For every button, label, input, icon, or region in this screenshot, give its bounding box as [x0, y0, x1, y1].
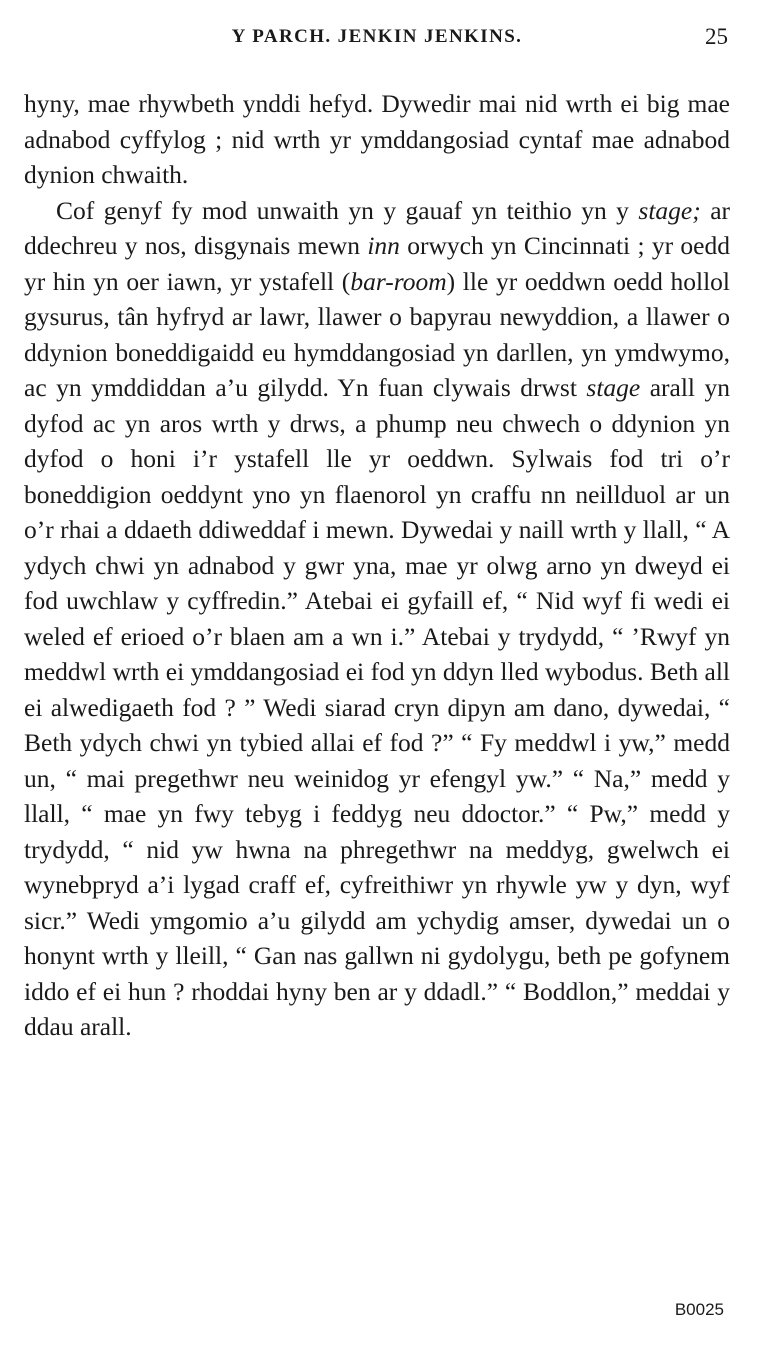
paragraph-2	[24, 193, 730, 1045]
italic-term-bar-room: bar-room	[350, 266, 447, 296]
body-text	[24, 86, 730, 1045]
text-span: ar ddechreu y nos, disgynais mewn	[24, 195, 731, 260]
page-number: 25	[705, 24, 728, 49]
text-span: ) lle yr oeddwn oedd hollol gysurus, tân hyfryd ar lawr, llawer o bapyrau newyddion, a llawer o ddynion boneddigaidd eu hymddangosiad yn darllen, yn ymdwymo, ac yn ymddiddan a’u gilydd. Yn fuan clywais drwst	[24, 266, 730, 402]
text-span: orwych yn Cincinnati ; yr oedd yr hin yn oer iawn, yr ystafell (	[24, 231, 730, 296]
paragraph-1: hyny, mae rhywbeth ynddi hefyd. Dywedir mai nid wrth ei big mae adnabod cyffylog ; nid wrth yr ymddangosiad cyntaf mae adnabod dynion chwaith.	[24, 89, 730, 189]
italic-term-stage: stage;	[638, 195, 701, 225]
page-header	[24, 26, 730, 56]
italic-term-inn: inn	[367, 231, 400, 260]
italic-term-stage: stage	[586, 373, 641, 402]
page-code: B0025	[674, 1300, 724, 1319]
text-span: Cof genyf fy mod unwaith yn y gauaf yn teithio yn y	[56, 195, 639, 225]
text-span: arall yn dyfod ac yn aros wrth y drws, a phump neu chwech o ddynion yn dyfod o honi i’r ystafell lle yr oeddwn. Sylwais fod tri o’r boneddigion oeddynt yno yn flaenorol yn craffu nn neillduol ar un o’r rhai a ddaeth ddiweddaf i mewn. Dywedai y naill wrth y llall, “ A ydych chwi yn adnabod y gwr yna, mae yr olwg arno yn dweyd ei fod uwchlaw y cyffredin.” Atebai ei gyfaill ef, “ Nid wyf fi wedi ei weled ef erioed o’r blaen am a wn i.” Atebai y trydydd, “ ’Rwyf yn meddwl wrth ei ymddangosiad ei fod yn ddyn lled wybodus. Beth all ei alwedigaeth fod ? ” Wedi siarad cryn dipyn am dano, dywedai, “ Beth ydych chwi yn tybied allai ef fod ?” “ Fy meddwl i yw,” medd un, “ mai pregethwr neu weinidog yr efengyl yw.” “ Na,” medd y llall, “ mae yn fwy tebyg i feddyg neu ddoctor.” “ Pw,” medd y trydydd, “ nid yw hwna na phregethwr na meddyg, gwelwch ei wynebpryd a’i lygad craff ef, cyfreithiwr yn rhywle yw y dyn, wyf sicr.” Wedi ymgomio a’u gilydd am ychydig amser, dywedai un o honynt wrth y lleill, “ Gan nas gallwn ni gydolygu, beth pe gofynem iddo ef ei hun ? rhoddai hyny ben ar y ddadl.” “ Boddlon,” meddai y ddau arall.	[24, 373, 730, 1041]
running-title: Y PARCH. JENKIN JENKINS.	[231, 26, 523, 47]
